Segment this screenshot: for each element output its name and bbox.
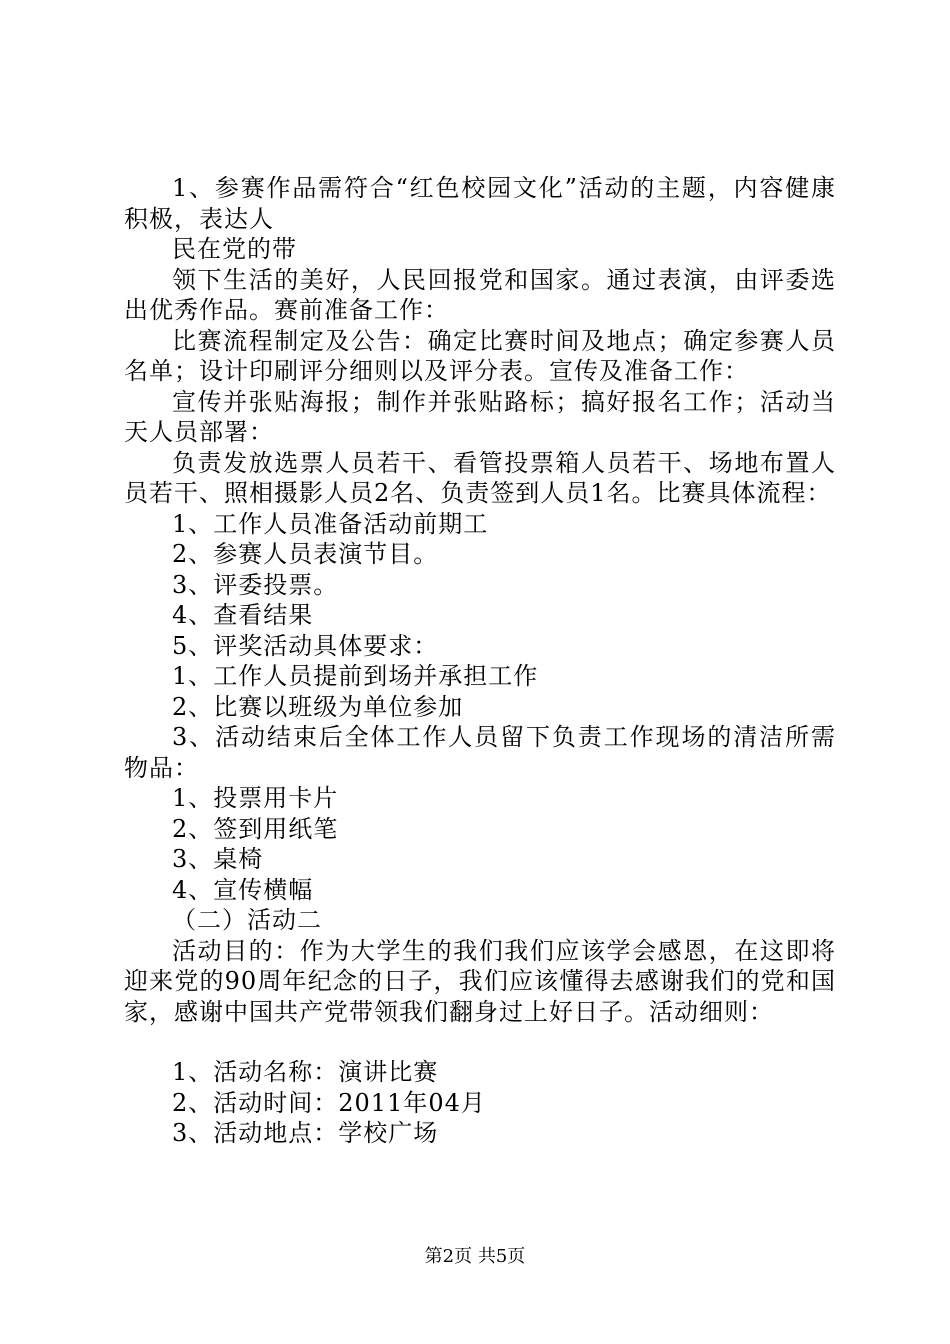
document-body — [124, 173, 836, 1149]
list-item: 4、查看结果 — [172, 601, 314, 629]
detail-item: 3、活动地点：学校广场 — [172, 1119, 439, 1147]
list-item: 1、投票用卡片 — [172, 784, 339, 812]
paragraph-purpose: 活动目的：作为大学生的我们我们应该学会感恩，在这即将迎来党的90周年纪念的日子，我们应该懂得去感谢我们的党和国家，感谢中国共产党带领我们翻身过上好日子。活动细则： — [124, 936, 836, 1026]
list-item: 3、评委投票。 — [172, 570, 339, 599]
list-item: 1、工作人员准备活动前期工 — [172, 509, 489, 538]
paragraph-1: 1、参赛作品需符合“红色校园文化”活动的主题，内容健康积极，表达人 — [124, 174, 836, 233]
detail-item: 2、活动时间：2011年04月 — [172, 1088, 486, 1117]
list-item: 5、评奖活动具体要求： — [172, 631, 439, 660]
list-item: 2、签到用纸笔 — [172, 814, 339, 843]
list-item: 3、活动结束后全体工作人员留下负责工作现场的清洁所需物品： — [124, 723, 836, 782]
list-item: 3、桌椅 — [172, 845, 264, 873]
paragraph-4: 比赛流程制定及公告：确定比赛时间及地点；确定参赛人员名单；设计印刷评分细则以及评分表。宣传及准备工作： — [124, 326, 836, 385]
section-heading: （二）活动二 — [172, 906, 322, 934]
list-item: 4、宣传横幅 — [172, 875, 314, 904]
paragraph-6: 负责发放选票人员若干、看管投票箱人员若干、场地布置人员若干、照相摄影人员2名、负责签到人员1名。比赛具体流程： — [124, 448, 836, 507]
detail-item: 1、活动名称：演讲比赛 — [172, 1058, 439, 1086]
page-footer: 第2页 共5页 — [424, 1246, 526, 1267]
list-item: 2、参赛人员表演节目。 — [172, 540, 439, 568]
spacer — [124, 1027, 836, 1057]
paragraph-2: 民在党的带 — [172, 235, 297, 263]
list-item: 2、比赛以班级为单位参加 — [172, 692, 464, 721]
paragraph-3: 领下生活的美好，人民回报党和国家。通过表演，由评委选出优秀作品。赛前准备工作： — [124, 265, 836, 324]
list-item: 1、工作人员提前到场并承担工作 — [172, 662, 539, 690]
paragraph-5: 宣传并张贴海报；制作并张贴路标；搞好报名工作；活动当天人员部署： — [124, 387, 836, 446]
